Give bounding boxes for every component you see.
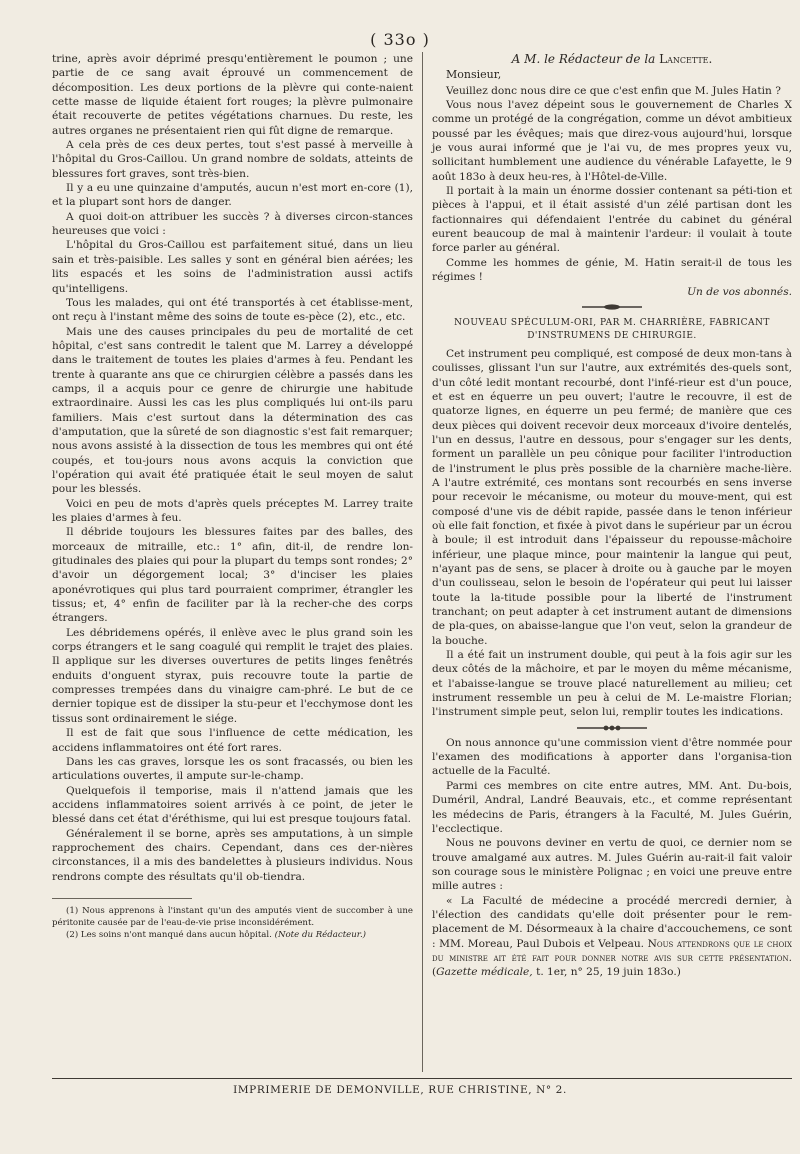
paragraph: L'hôpital du Gros-Caillou est parfaitement situé, dans un lieu sain et très-paisible. Les salles y sont en général bien aérées; les lits espacés et les soins de l'administration aussi actifs qu'intelligens. — [52, 239, 413, 295]
bottom-rule — [52, 1078, 792, 1079]
paragraph: Cet instrument peu compliqué, est composé de deux mon-tans à coulisses, glissant l'un sur l'autre, aux extrémités des-quels sont, d'un côté ledit montant recourbé, dont l'infé-rieur est d'un pouce, et est en équerre un peu ouvert; l'autre le recouvre, il est de quatorze lignes, en équerre un peu fermé; de manière que ces deux pièces qui doivent recevoir deux morceaux d'ivoire dentelés, l'un en dessus, l'autre en dessous, pour s'engager sur les dents, forment un parallèle un peu cônique pour faciliter l'introduction de l'instrument le plus près possible de la charnière mache-lière. A l'autre extrémité, ces montans sont recourbés en sens inverse pour recevoir le mécanisme, ou moteur du mouve-ment, qui est composé d'une vis de débit rapide, passée dans le tenon inférieur où elle fait fonction, et fixée à pivot dans le supérieur par un écrou à boule; il est introduit dans l'épaisseur du repousse-mâchoire inférieur, une plaque mince, pour maintenir la langue qui peut, n'ayant pas de sens, se placer à droite ou à gauche par le moyen d'un coulisseau, selon le besoin de l'opérateur qui peut lui laisser toute la la-titude possible pour la liberté de l'instrument tranchant; on peut adapter à cet instrument autant de dimensions de pla-ques, on abaisse-langue que l'on veut, selon la grandeur de la bouche. — [432, 347, 792, 647]
paragraph: Il a été fait un instrument double, qui peut à la fois agir sur les deux côtés de la mâchoire, et par le moyen du même mécanisme, et l'abaisse-langue se trouve placé naturellement au milieu; cet instrument ressemble un peu à celui de M. Le-maistre Florian; l'instrument simple peut, selon lui, remplir toutes les indications. — [432, 649, 792, 719]
section-heading-line-2: D'INSTRUMENS DE CHIRURGIE. — [527, 330, 697, 341]
ornament-icon — [577, 725, 647, 731]
footnote-2-note: (Note du Rédacteur.) — [274, 929, 367, 940]
paragraph: Les débridemens opérés, il enlève avec le plus grand soin les corps étrangers et le sang coagulé qui remplit le trajet des plaies. Il applique sur les diverses ouvertures de petits linges fenêtrés enduits d'onguent styrax, puis recouvre toute la partie de compresses trempées dans du vinaigre cam-phré. Le but de ce dernier topique est de dissiper la stu-peur et l'ecchymose dont les tissus sont ordinairement le siége. — [52, 626, 413, 725]
letter-heading-prefix: A M. le Rédacteur de la — [511, 52, 656, 66]
paragraph: Parmi ces membres on cite entre autres, MM. Ant. Du-bois, Duméril, Andral, Landré Beauvais, etc., et comme représentant les médecins de Paris, étrangers à la Faculté, M. Jules Guérin, l'ecclectique. — [432, 779, 792, 835]
quote-reference: t. 1er, n° 25, 19 juin 183o.) — [536, 966, 681, 979]
quote-text: « La Faculté de médecine a procédé mercredi dernier, à l'élection des candidats qu'elle doit présenter pour le rem-placement de M. Désormeaux à la chaire d'accouchemens, ce sont : MM. Moreau, Paul Dubois et Velpeau. — [432, 894, 792, 950]
footnote-2 — [52, 929, 413, 941]
paragraph: On nous annonce qu'une commission vient d'être nommée pour l'examen des modifications à apporter dans l'organisa-tion actuelle de la Faculté. — [432, 736, 792, 778]
paragraph: Vous nous l'avez dépeint sous le gouvernement de Charles X comme un protégé de la congrégation, comme un dévot ambitieux poussé par les évêques; mais que direz-vous aujourd'hui, lorsque je vous aurai informé que je l'ai vu, de mes propres yeux vu, sollicitant humblement une audience du vénérable Lafayette, le 9 août 183o à deux heu-res, à l'Hôtel-de-Ville. — [432, 99, 792, 183]
signature-line — [432, 285, 792, 299]
column-divider — [422, 52, 423, 1072]
paragraph: trine, après avoir déprimé presqu'entièrement le poumon ; une partie de ce sang avait éprouvé un commencement de décomposition. Les deux portions de la plèvre qui conte-naient cette masse de liquide étaient fort rouges; la plèvre pulmonaire était recouverte de petites végétations charnues. Du reste, les autres organes ne présentaient rien qui fût digne de remarque. — [52, 53, 413, 137]
imprint-line: IMPRIMERIE DE DEMONVILLE, RUE CHRISTINE, N° 2. — [233, 1084, 567, 1096]
letter-heading — [432, 52, 792, 66]
quote-source-open: ( — [432, 966, 437, 979]
page-number: ( 33o ) — [370, 30, 430, 49]
ornament-divider — [432, 303, 792, 311]
salutation: Monsieur, — [446, 68, 502, 82]
paragraph: Dans les cas graves, lorsque les os sont fracassés, ou bien les articulations ouvertes, il ampute sur-le-champ. — [52, 755, 413, 783]
journal-name: Lancette. — [659, 52, 713, 66]
footnote-divider — [52, 898, 192, 899]
paragraph: Nous ne pouvons deviner en vertu de quoi, ce dernier nom se trouve amalgamé aux autres. M. Jules Guérin au-rait-il fait valoir son courage sous le ministère Polignac ; en voici une preuve entre mille autres : — [432, 837, 792, 893]
footnote-2-text: (2) Les soins n'ont manqué dans aucun hôpital. — [66, 929, 272, 940]
paragraph: Veuillez donc nous dire ce que c'est enfin que M. Jules Hatin ? — [446, 84, 781, 97]
paragraph: Généralement il se borne, après ses amputations, à un simple rapprochement des chairs. Cependant, dans ces der-nières circonstances, il a mis des bandelettes à plusieurs individus. Nous rendrons compte des résultats qu'il ob-tiendra. — [52, 827, 413, 883]
letter-closing — [432, 256, 792, 285]
quote-emphasis: Nous attendrons que le choix du ministre ait été fait pour donner notre avis sur cette présentation. — [432, 937, 792, 964]
quote-source: Gazette médicale, — [436, 966, 533, 979]
section-heading-line-1: NOUVEAU SPÉCULUM-ORI, PAR M. CHARRIÈRE, FABRICANT — [454, 317, 770, 328]
paragraph: Mais une des causes principales du peu de mortalité de cet hôpital, c'est sans contredit le talent que M. Larrey a développé dans le traitement de toutes les plaies d'armes à feu. Pendant les trente à quarante ans que ce chirurgien célèbre a passés dans les camps, il a acquis pour ce genre de chirurgie une habitude extraordinaire. Aussi les cas les plus compliqués lui ont-ils paru familiers. Mais c'est surtout dans la détermination des cas d'amputation, que la sûreté de son diagnostic s'est fait remarquer; nous avons assisté à la dissection de tous les membres qui ont été coupés, et tou-jours nous avons acquis la conviction que l'opération qui avait été pratiquée était le seul moyen de salut pour les blessés. — [52, 325, 413, 496]
ornament-icon — [582, 304, 642, 310]
paragraph: Il portait à la main un énorme dossier contenant sa péti-tion et pièces à l'appui, et il était assisté d'un zélé partisan dont les factionnaires qui défendaient l'entrée du cabinet du général eurent beaucoup de mal à maintenir l'ardeur: il voulait à toute force parler au général. — [432, 185, 792, 255]
right-column — [432, 52, 792, 980]
paragraph: A quoi doit-on attribuer les succès ? à diverses circon-stances heureuses que voici : — [52, 210, 413, 238]
ornament-divider — [432, 724, 792, 732]
paragraph: Quelquefois il temporise, mais il n'attend jamais que les accidens inflammatoires soient arrivés à ce point, de jeter le blessé dans cet état d'éréthisme, qui lui est presque toujours fatal. — [52, 784, 413, 826]
paragraph: Il est de fait que sous l'influence de cette médication, les accidens inflammatoires ont été fort rares. — [52, 727, 413, 754]
paragraph: Voici en peu de mots d'après quels préceptes M. Larrey traite les plaies d'armes à feu. — [52, 497, 413, 524]
closing-text: Comme les hommes de génie, M. Hatin serait-il de tous les régimes ! — [432, 256, 792, 284]
paragraph: A cela près de ces deux pertes, tout s'est passé à merveille à l'hôpital du Gros-Caillou. Un grand nombre de soldats, atteints de blessures fort graves, sont très-bien. — [52, 139, 413, 180]
signature: Un de vos abonnés. — [687, 285, 792, 298]
paragraph: Tous les malades, qui ont été transportés à cet établisse-ment, ont reçu à l'instant même des soins de toute es-pèce (2), etc., etc. — [52, 296, 413, 324]
quoted-paragraph — [432, 894, 792, 980]
left-column — [52, 52, 413, 941]
section-heading — [432, 317, 792, 343]
paragraph: Il y a eu une quinzaine d'amputés, aucun n'est mort en-core (1), et la plupart sont hors de danger. — [52, 182, 413, 209]
paragraph: Il débride toujours les blessures faites par des balles, des morceaux de mitraille, etc.: 1° afin, dit-il, de rendre lon-gitudinales des plaies qui pour la plupart du temps sont rondes; 2° d'avoir un dégorgement local; 3° d'inciser les plaies aponévrotiques qui plus tard pourraient comprimer, étrangler les tissus; et, 4° enfin de faciliter par là la recher-che des corps étrangers. — [52, 526, 413, 625]
footnote-1: (1) Nous apprenons à l'instant qu'un des amputés vient de succomber à une péritonite causée par de l'eau-de-vie prise inconsidérément. — [52, 905, 413, 928]
